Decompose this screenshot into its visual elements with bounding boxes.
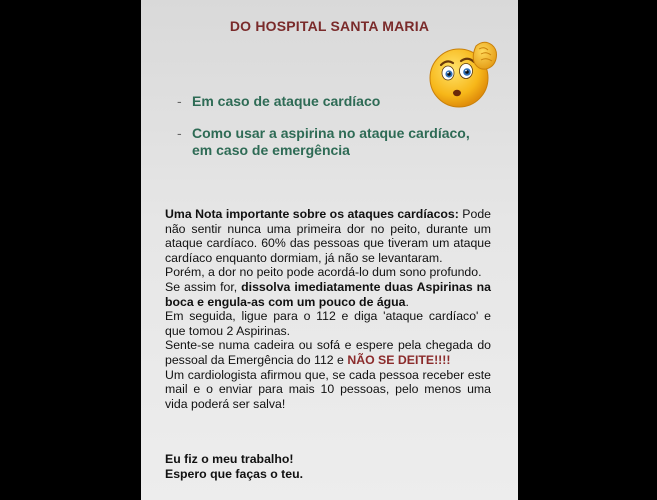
aspirin-instruction: dissolva imediatamente duas Aspirinas na boca e engula-as com um pouco de água [165,279,491,309]
warning-text: NÃO SE DEITE!!!! [347,352,451,367]
bullet-dash: - [177,93,182,109]
bullet-text: Como usar a aspirina no ataque cardíaco, em caso de emergência [192,125,470,158]
paragraph-end: . [405,294,409,309]
paragraph-text: Sente-se numa cadeira ou sofá e espere pela chegada do pessoal da Emergência do 112 e [165,338,491,367]
bullet-dash: - [177,125,182,141]
bullet-aspirin-usage [177,125,477,159]
page-title: DO HOSPITAL SANTA MARIA [229,18,430,34]
paragraph-3 [165,280,491,309]
paragraph-6: Um cardiologista afirmou que, se cada pessoa receber este mail e o enviar para mais 10 pessoas, pelo menos uma vida poderá ser salva! [165,367,491,411]
closing-line-2: Espero que faças o teu. [165,467,304,481]
paragraph-4: Em seguida, ligue para o 112 e diga 'ataque cardíaco' e que tomou 2 Aspirinas. [165,309,491,338]
paragraph-5 [165,338,491,367]
paragraph-2: Porém, a dor no peito pode acordá-lo dum sono profundo. [165,265,482,280]
bullet-text: Em caso de ataque cardíaco [192,93,381,109]
closing-line-1: Eu fiz o meu trabalho! [165,452,294,466]
note-body [165,207,491,411]
bullet-heart-attack [177,93,467,110]
paragraph-text: Pode não sentir nunca uma primeira dor no peito, durante um ataque cardíaco. 60% das pessoas que tiveram um ataque cardíaco enquanto dormiam, já não se levantaram. [165,207,491,265]
document-page [141,0,518,500]
note-heading: Uma Nota importante sobre os ataques cardíacos: [165,207,459,221]
paragraph-1 [165,207,491,265]
closing-lines [165,452,495,482]
paragraph-text: Se assim for, [165,279,242,294]
